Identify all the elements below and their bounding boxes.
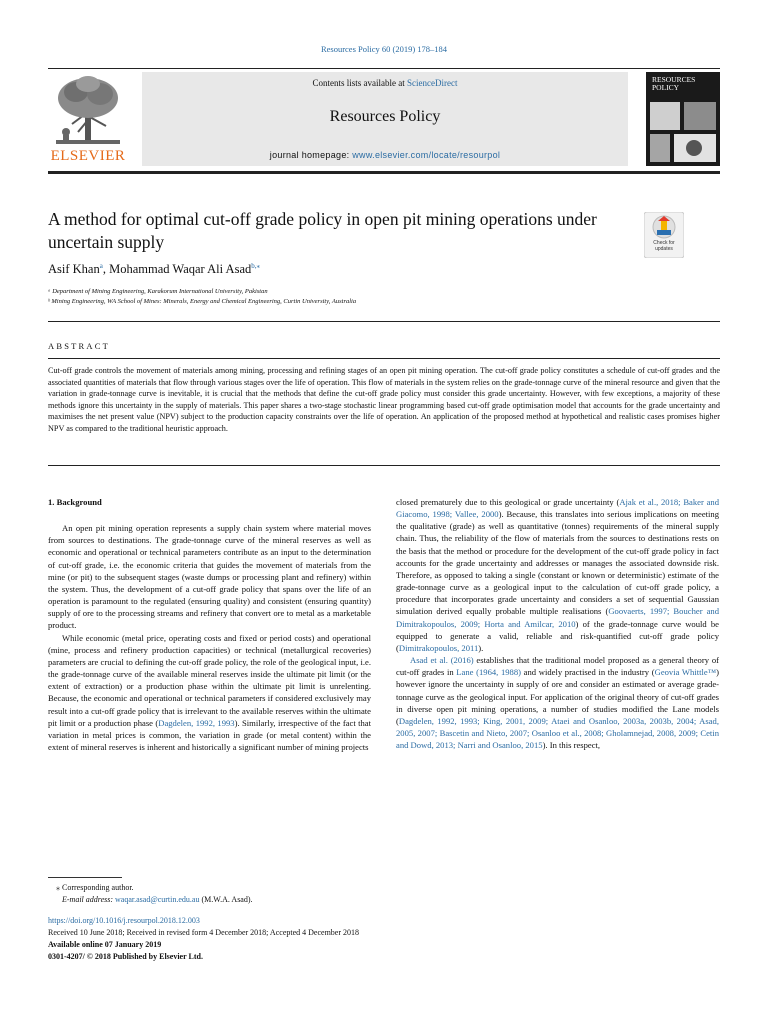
- text-run: ). In this respect,: [542, 740, 601, 751]
- crossmark-label: Check for updates: [653, 240, 675, 252]
- email-label: E-mail address:: [62, 895, 116, 904]
- header-bottom-rule: [48, 171, 720, 174]
- available-online: Available online 07 January 2019: [48, 940, 162, 949]
- citation-link[interactable]: Asad et al. (2016): [410, 655, 474, 666]
- affiliation-b: ᵇ Mining Engineering, WA School of Mines: Minerals, Energy and Chemical Engineering, Curtin University, Australia: [48, 298, 357, 305]
- doi-text[interactable]: https://doi.org/10.1016/j.resourpol.2018.12.003: [48, 916, 200, 925]
- body-right-column: [396, 496, 719, 751]
- journal-homepage: [142, 150, 628, 160]
- body-left-column: [48, 496, 371, 753]
- article-title: A method for optimal cut-off grade policy in open pit mining operations under uncertain supply: [48, 209, 597, 252]
- text-run: ).: [478, 642, 484, 653]
- header-top-rule: [48, 68, 720, 69]
- email-suffix: (M.W.A. Asad).: [199, 895, 253, 904]
- citation-link[interactable]: Dagdelen, 1992, 1993: [158, 717, 235, 728]
- cover-title: [652, 76, 695, 92]
- citation-link[interactable]: Lane (1964, 1988): [456, 667, 522, 678]
- contents-prefix: Contents lists available at: [312, 78, 407, 88]
- author-name[interactable]: Asif Khan: [48, 262, 100, 277]
- text-run: and widely practised in the industry (: [521, 667, 655, 678]
- affiliation-marker[interactable]: a: [99, 262, 103, 270]
- text-run: While economic (metal price, operating costs and fixed or period costs) and operational (mine, process and refinery production capacities) or technical (metallurgical recoveries) parameters are crucial to defining the cut-off grade policy, the role of the geological input, i.e. the grade-tonnage curve of the available mineral reserves inside the ultimate pit limit (or the extent of extraction) or a production phase within the ultimate pit limit is unrelenting. Because, the economic and operational or technical parameters if considered exclusively may result into a cut-off grade policy that is irrelevant to the available reserves within the ultimate pit limit or a production phase (: [48, 632, 371, 728]
- abstract-text: Cut-off grade controls the movement of materials among mining, processing and refining stages of an open pit mining operation. The cut-off grade policy constitutes a schedule of cut-off grades and the associated quantities of materials that flow through various stages over the life of operation. This flow of materials in the system relies on the grade-tonnage curve of the mineral resource and given that the variation in grade-tonnage curve is inevitable, it is crucial that the methods that define the cut-off grade policy must consider this grade uncertainty. However, with few exceptions, a majority of these methods ignore this uncertainty in the supply of materials. This paper shares a two-stage stochastic linear programming based cut-off grade optimisation model that accounts for the grade uncertainty and maximises the net present value (NPV) subject to the production capacity constraints over the life of operation. An application of the proposed method at hypothetical and realistic cases promises higher NPV as compared to the traditional heuristic approach.: [48, 366, 720, 433]
- citation-link[interactable]: Dimitrakopoulos, 2011: [398, 642, 479, 653]
- section-heading: 1. Background: [48, 497, 102, 507]
- text-run: ). Because, this translates into serious implications on meeting the qualitative (grade) as well as quantitative (tonnes) requirements of the mineral supply chain. Thus, the reliability of the flow of materials from the sources to destinations rests on the basis that the method or procedure for the development of the cut-off grade policy in fact accounts for the grade uncertainty and addresses or manages the associated downside risk. Therefore, as opposed to taking a single (constant or known or deterministic) estimate of the grade-tonnage curve as a geological input to the calculation of cut-off grade policy, a procedure that incorporates grade uncertainty and considers a set of sequential Gaussian simulation derived equally probable multiple realisations (: [396, 509, 720, 617]
- paragraph: [396, 654, 719, 751]
- contents-line: [142, 78, 628, 88]
- email-note: [62, 894, 253, 905]
- citation-link[interactable]: Geovia Whittle™: [654, 667, 717, 678]
- abstract-heading-rule: [48, 358, 720, 359]
- copyright-line: 0301-4207/ © 2018 Published by Elsevier Ltd.: [48, 952, 203, 961]
- citation-link[interactable]: Dagdelen, 1992, 1993; King, 2001, 2009; Ataei and Osanloo, 2003a, 2003b, 2004; Asad, 2005, 2007; Bascetin and Nieto, 2007; Osanloo et al., 2008; Gholamnejad, 2008, 2009; Cetin and Dowd, 2013; Narri and Osanloo, 2015: [396, 715, 719, 751]
- received-dates: Received 10 June 2018; Received in revised form 4 December 2018; Accepted 4 December 2018: [48, 928, 360, 937]
- text-run: ) however ignore the uncertainty in supply of ore and consider an estimated or average grade-tonnage curve as the geological input. For application of the original theory of cut-off grades in diverse open pit mining operations, a number of studies modified the Lane models (: [396, 667, 719, 726]
- citation-link[interactable]: Goovaerts, 1997; Boucher and Dimitrakopoulos, 2009; Horta and Amilcar, 2010: [396, 606, 719, 629]
- homepage-prefix: journal homepage:: [269, 150, 353, 160]
- paragraph: An open pit mining operation represents a supply chain system where material moves from sources to destinations. The grade-tonnage curve of the mineral reserves as well as economic and operational or technical parameters contribute as an input to the determination of cut-off grade, i.e. the economic criteria that guides the movement of materials from the mine (or pit) to the subsequent stages (waste dumps or processing plant and refinery) within the system. Thus, the development of a cut-off grade policy that spans over the life of an operation is paramount to the regulated (ensuring quality) and consistent (ensuring quantity) supply of ore to the processing streams and refinery that convert ore to metal as a marketable product.: [48, 523, 371, 631]
- cover-title-line1: RESOURCES: [652, 75, 696, 84]
- check-for-updates-badge[interactable]: [644, 212, 684, 258]
- author-name[interactable]: Mohammad Waqar Ali Asad: [109, 262, 252, 277]
- author-list: Asif Khan$^a$, Mohammad Waqar Ali Asad$^{b,⁎}$: [48, 262, 260, 277]
- text-run: ). Similarly, irrespective of the fact that variation in metal prices is common, the variation in grade (or metal content) within the extent of mineral reserves is inherent and historically a significant number of mining projects: [48, 717, 371, 752]
- homepage-link[interactable]: www.elsevier.com/locate/resourpol: [352, 150, 501, 160]
- doi-link[interactable]: [48, 915, 200, 926]
- abstract-heading: ABSTRACT: [48, 341, 110, 351]
- email-link[interactable]: waqar.asad@curtin.edu.au: [115, 895, 200, 904]
- journal-cover-image: [646, 72, 720, 166]
- abstract-top-rule: [48, 321, 720, 322]
- cover-title-line2: POLICY: [652, 83, 680, 92]
- sciencedirect-link[interactable]: ScienceDirect: [407, 78, 458, 88]
- paragraph: [396, 496, 719, 654]
- text-run: ) of the grade-tonnage curve would be equipped to generate a valid, reliable and risk-quantified cut-off grade policy (: [396, 618, 719, 653]
- text-run: establishes that the traditional model proposed as a general theory of cut-off grades in: [396, 655, 719, 678]
- footnote-rule: [48, 877, 122, 878]
- journal-name: Resources Policy: [329, 108, 441, 125]
- affiliation-a: ᵃ Department of Mining Engineering, Karakorum International University, Pakistan: [48, 288, 268, 295]
- citation-link[interactable]: Ajak et al., 2018; Baker and Giacomo, 1998; Vallee, 2000: [396, 497, 720, 520]
- journal-citation[interactable]: Resources Policy 60 (2019) 178–184: [320, 44, 448, 54]
- abstract-bottom-rule: [48, 465, 720, 466]
- text-run: closed prematurely due to this geological or grade uncertainty (: [396, 497, 620, 507]
- publisher-wordmark: ELSEVIER: [50, 148, 126, 164]
- paragraph: [48, 632, 371, 754]
- corresponding-author-note: ⁎ Corresponding author.: [56, 883, 134, 892]
- affiliation-marker[interactable]: b,⁎: [251, 262, 260, 270]
